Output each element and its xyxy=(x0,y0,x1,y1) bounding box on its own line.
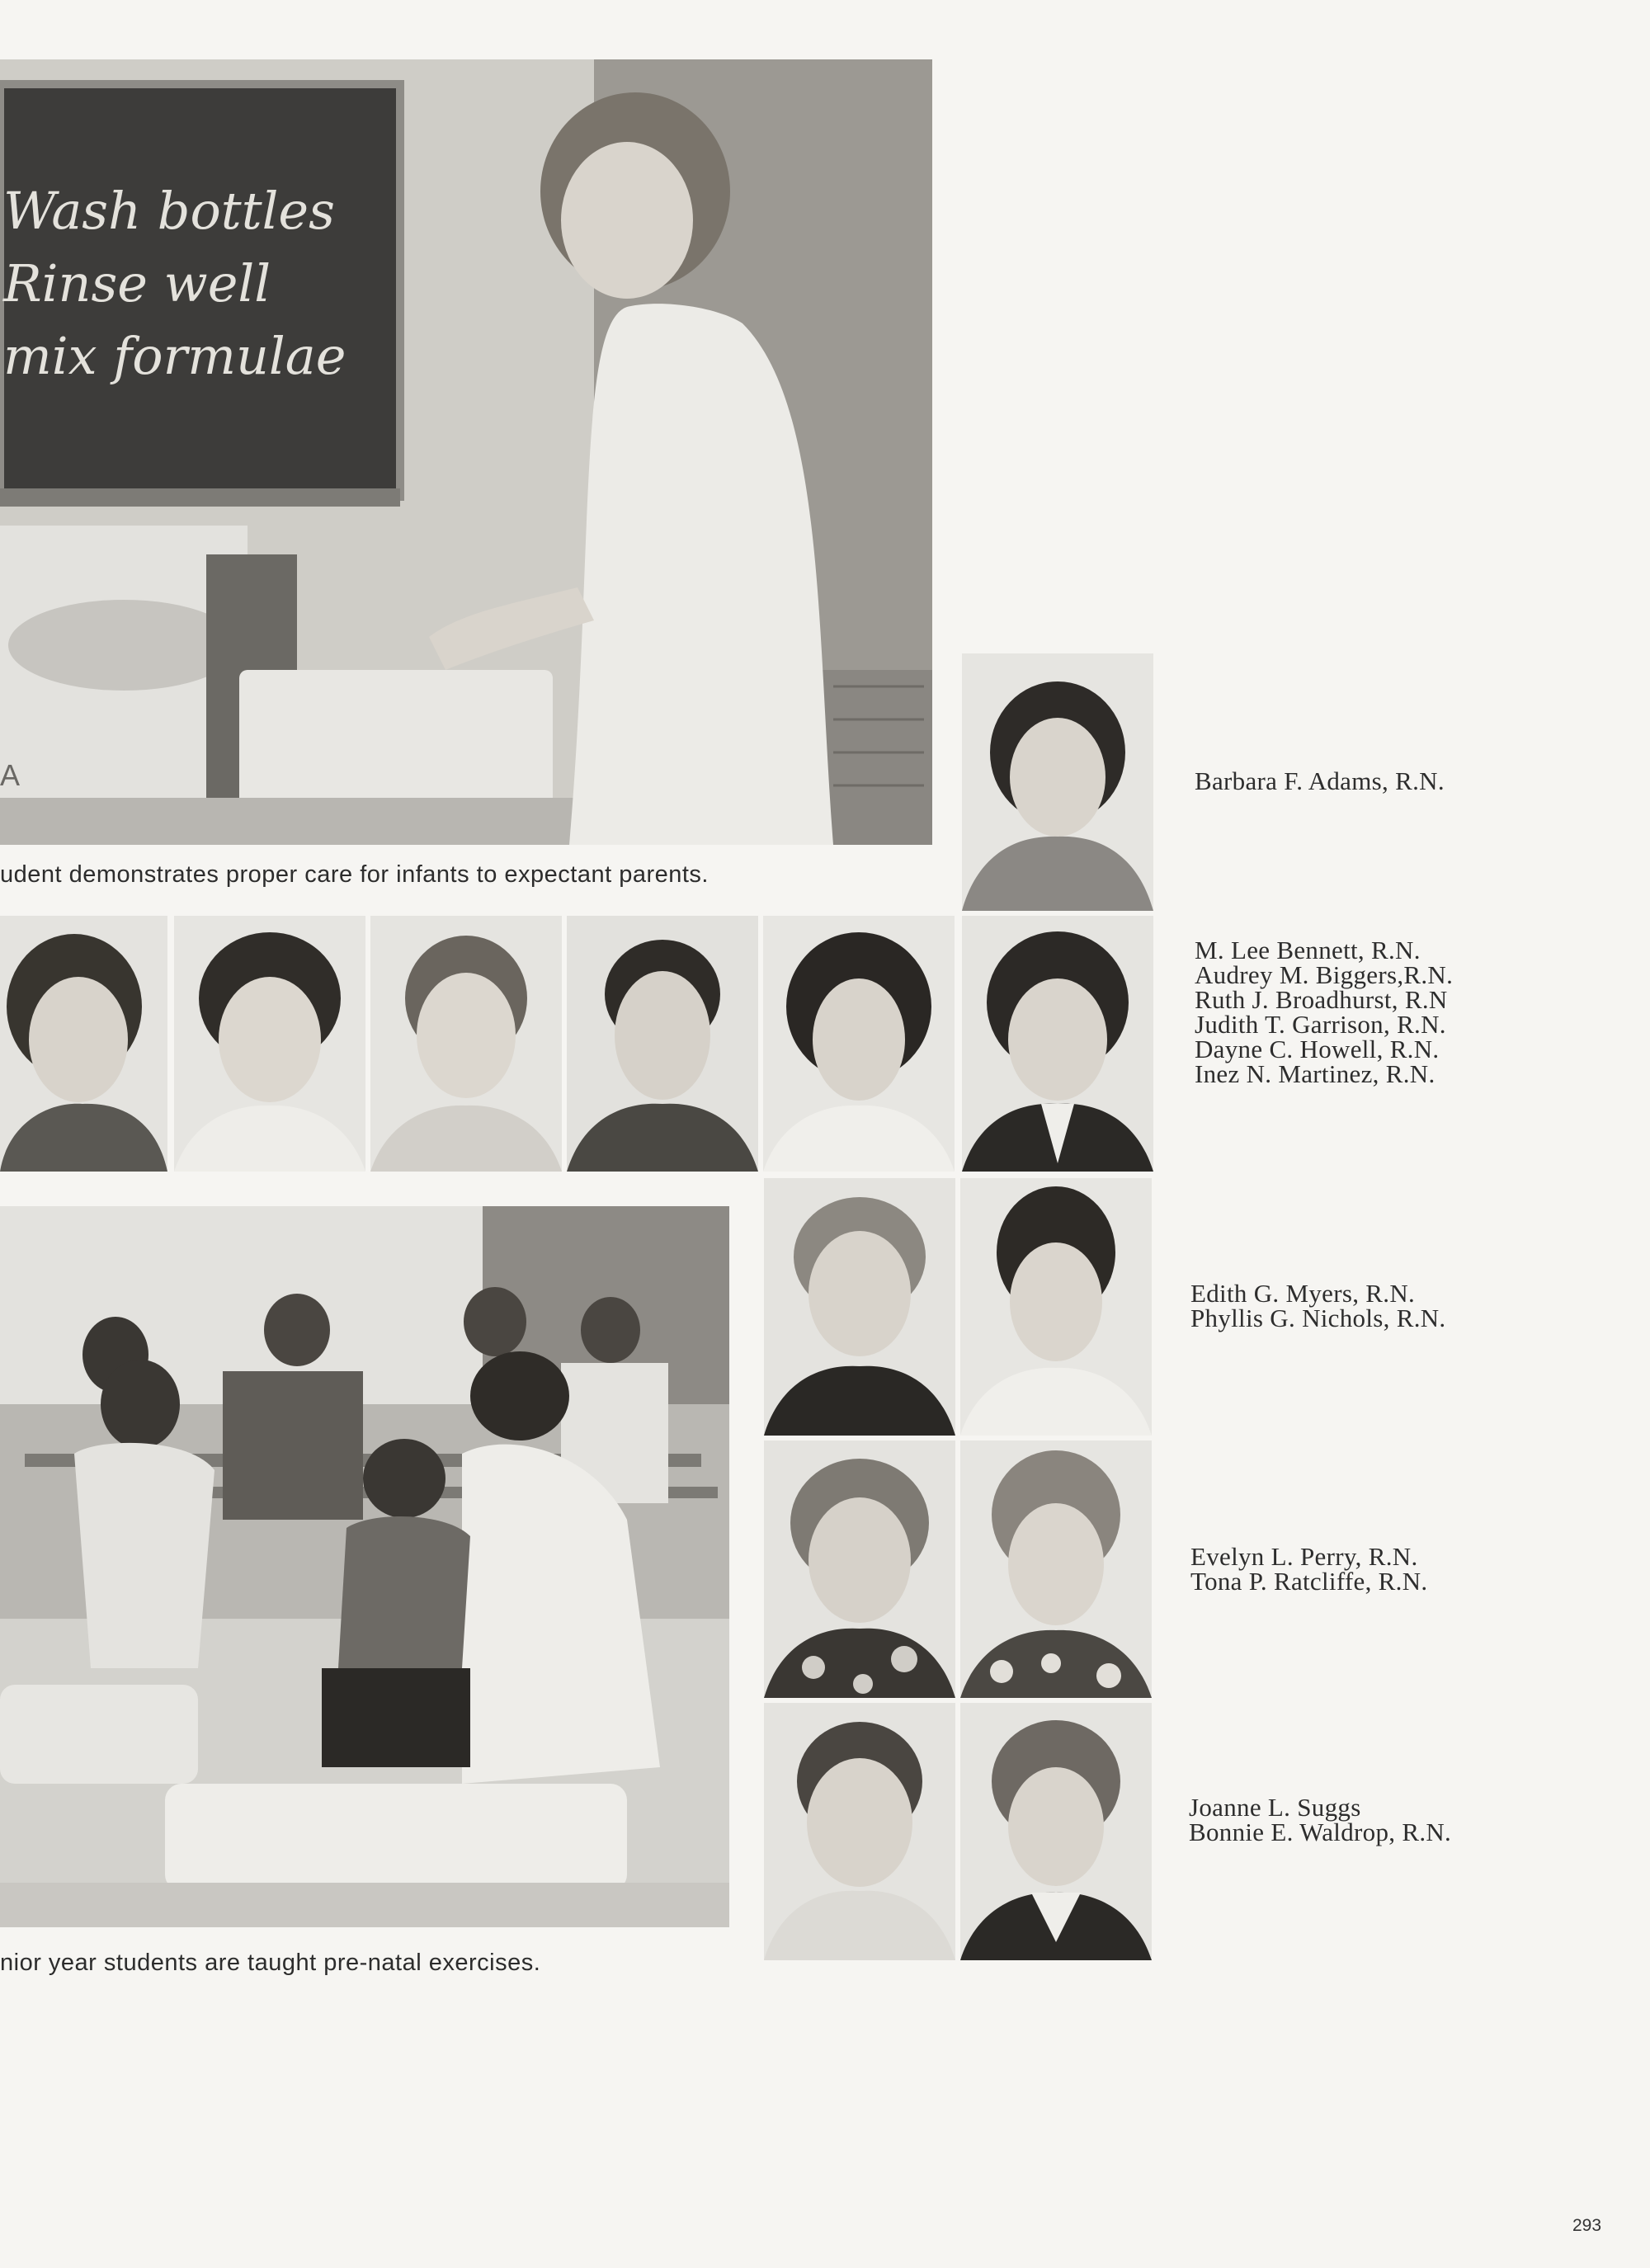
page-number: 293 xyxy=(1572,2216,1602,2235)
portrait-adams xyxy=(962,653,1153,911)
faculty-name: Phyllis G. Nichols, R.N. xyxy=(1190,1304,1446,1332)
name-block-group3 xyxy=(1190,1544,1427,1594)
prenatal-exercise-photo xyxy=(0,1206,729,1927)
faculty-name: M. Lee Bennett, R.N. xyxy=(1195,936,1421,964)
faculty-name: Edith G. Myers, R.N. xyxy=(1190,1279,1416,1308)
top-photo-caption: udent demonstrates proper care for infants to expectant parents. xyxy=(0,861,709,888)
portrait-martinez xyxy=(962,916,1153,1172)
portrait-waldrop xyxy=(960,1703,1152,1960)
portrait-myers xyxy=(764,1178,955,1436)
faculty-name: Inez N. Martinez, R.N. xyxy=(1195,1059,1436,1088)
faculty-name: Evelyn L. Perry, R.N. xyxy=(1190,1542,1418,1571)
chalkboard-line: Rinse well xyxy=(3,253,271,314)
faculty-name: Audrey M. Biggers,R.N. xyxy=(1195,960,1454,989)
faculty-name: Dayne C. Howell, R.N. xyxy=(1195,1035,1440,1063)
faculty-name: Bonnie E. Waldrop, R.N. xyxy=(1189,1818,1452,1846)
chalkboard-writing xyxy=(3,175,391,393)
portrait-suggs xyxy=(764,1703,955,1960)
portrait-howell xyxy=(763,916,955,1172)
faculty-name: Tona P. Ratcliffe, R.N. xyxy=(1190,1567,1428,1596)
faculty-name: Judith T. Garrison, R.N. xyxy=(1195,1010,1446,1039)
chalkboard-line: Wash bottles xyxy=(3,181,335,241)
bottom-photo-caption: nior year students are taught pre-natal exercises. xyxy=(0,1950,541,1976)
faculty-name: Joanne L. Suggs xyxy=(1189,1793,1361,1822)
faculty-name: Barbara F. Adams, R.N. xyxy=(1195,766,1445,795)
nursing-demonstration-photo xyxy=(0,59,932,845)
portrait-biggers xyxy=(174,916,365,1172)
portrait-broadhurst xyxy=(370,916,562,1172)
name-block-adams xyxy=(1195,766,1445,795)
name-block-group2 xyxy=(1190,1281,1445,1331)
portrait-perry xyxy=(764,1440,955,1698)
name-block-group1 xyxy=(1195,938,1453,1087)
faculty-name: Ruth J. Broadhurst, R.N xyxy=(1195,985,1448,1014)
chalkboard-line: mix formulae xyxy=(3,326,346,386)
portrait-nichols xyxy=(960,1178,1152,1436)
name-block-group4 xyxy=(1189,1795,1451,1845)
portrait-garrison xyxy=(567,916,758,1172)
portrait-ratcliffe xyxy=(960,1440,1152,1698)
poster-letter: A xyxy=(0,758,21,792)
portrait-bennett xyxy=(0,916,167,1172)
